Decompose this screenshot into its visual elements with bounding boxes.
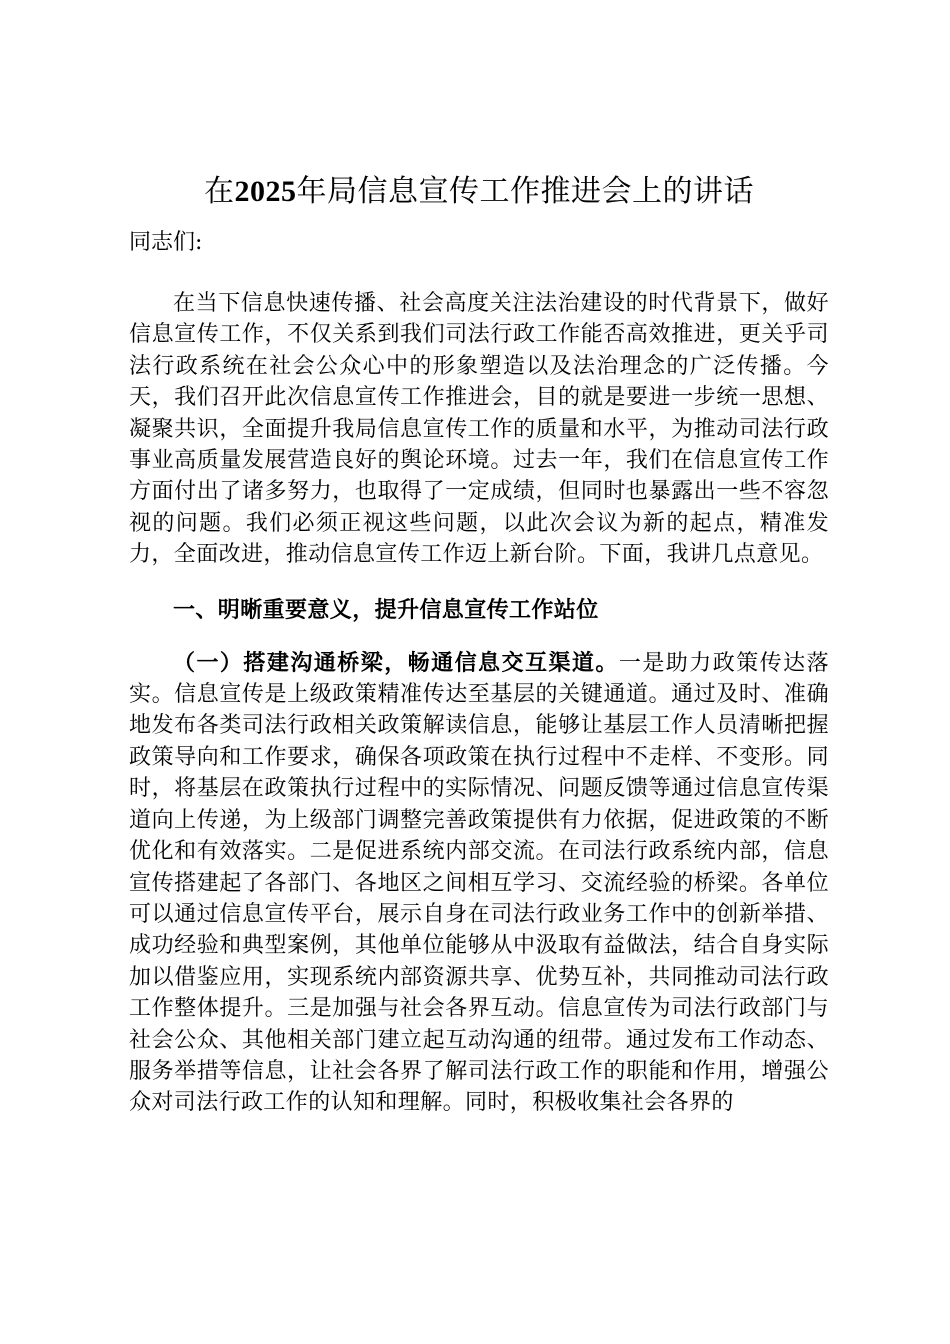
title-year: 2025 — [234, 175, 297, 208]
title-suffix: 年局信息宣传工作推进会上的讲话 — [296, 174, 754, 209]
subsection-1-lead: （一）搭建沟通桥梁，畅通信息交互渠道。 — [173, 649, 619, 676]
document-body — [129, 166, 829, 1119]
subsection-1-paragraph — [129, 648, 829, 1119]
intro-paragraph: 在当下信息快速传播、社会高度关注法治建设的时代背景下，做好信息宣传工作，不仅关系到我们司法行政工作能否高效推进，更关乎司法行政系统在社会公众心中的形象塑造以及法治理念的广泛传播。今天，我们召开此次信息宣传工作推进会，目的就是要进一步统一思想、凝聚共识，全面提升我局信息宣传工作的质量和水平，为推动司法行政事业高质量发展营造良好的舆论环境。过去一年，我们在信息宣传工作方面付出了诸多努力，也取得了一定成绩，但同时也暴露出一些不容忽视的问题。我们必须正视这些问题，以此次会议为新的起点，精准发力，全面改进，推动信息宣传工作迈上新台阶。下面，我讲几点意见。 — [129, 291, 829, 568]
section-1-heading: 一、明晰重要意义，提升信息宣传工作站位 — [173, 596, 599, 623]
document-title — [129, 166, 829, 218]
subsection-1-body: 一是助力政策传达落实。信息宣传是上级政策精准传达至基层的关键通道。通过及时、准确地发布各类司法行政相关政策解读信息，能够让基层工作人员清晰把握政策导向和工作要求，确保各项政策在执行过程中不走样、不变形。同时，将基层在政策执行过程中的实际情况、问题反馈等通过信息宣传渠道向上传递，为上级部门调整完善政策提供有力依据，促进政策的不断优化和有效落实。二是促进系统内部交流。在司法行政系统内部，信息宣传搭建起了各部门、各地区之间相互学习、交流经验的桥梁。各单位可以通过信息宣传平台，展示自身在司法行政业务工作中的创新举措、成功经验和典型案例，其他单位能够从中汲取有益做法，结合自身实际加以借鉴应用，实现系统内部资源共享、优势互补，共同推动司法行政工作整体提升。三是加强与社会各界互动。信息宣传为司法行政部门与社会公众、其他相关部门建立起互动沟通的纽带。通过发布工作动态、服务举措等信息，让社会各界了解司法行政工作的职能和作用，增强公众对司法行政工作的认知和理解。同时，积极收集社会各界的 — [129, 650, 829, 1116]
salutation: 同志们: — [129, 230, 203, 255]
title-prefix: 在 — [204, 174, 235, 209]
